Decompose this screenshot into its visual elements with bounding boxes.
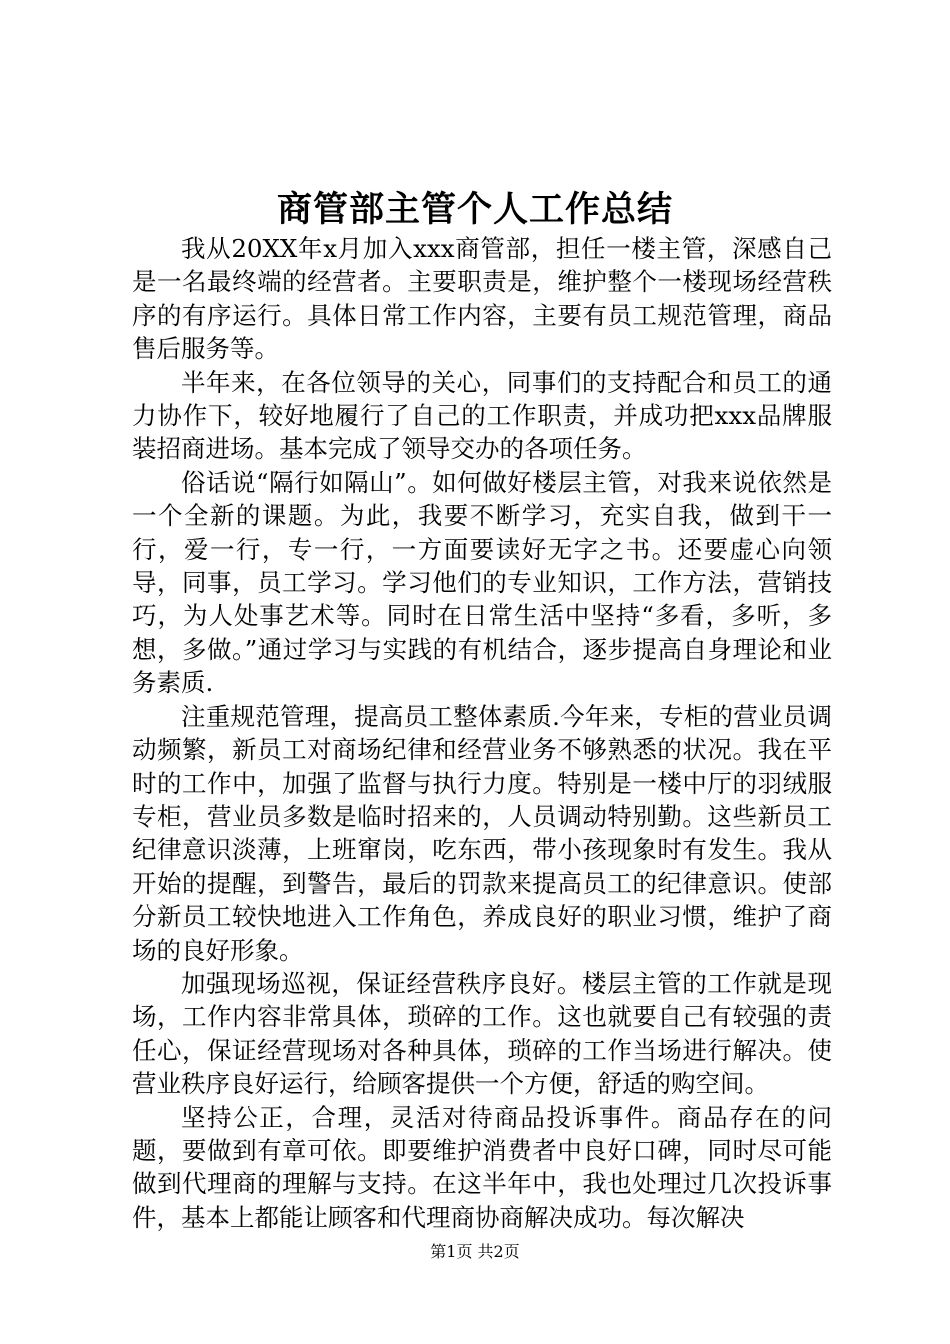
- document-title: 商管部主管个人工作总结: [276, 189, 673, 230]
- paragraph-4: 注重规范管理，提高员工整体素质.今年来，专柜的营业员调动频繁，新员工对商场纪律和经营业务不够熟悉的状况。我在平时的工作中，加强了监督与执行力度。特别是一楼中厅的羽绒服专柜，营业员多数是临时招来的，人员调动特别勤。这些新员工纪律意识淡薄，上班窜岗，吃东西，带小孩现象时有发生。我从开始的提醒，到警告，最后的罚款来提高员工的纪律意识。使部分新员工较快地进入工作角色，养成良好的职业习惯，维护了商场的良好形象。: [132, 701, 832, 965]
- paragraph-3: 俗话说“隔行如隔山”。如何做好楼层主管，对我来说依然是一个全新的课题。为此，我要不断学习，充实自我，做到干一行，爱一行，专一行，一方面要读好无字之书。还要虚心向领导，同事，员工学习。学习他们的专业知识，工作方法，营销技巧，为人处事艺术等。同时在日常生活中坚持“多看，多听，多想，多做。”通过学习与实践的有机结合，逐步提高自身理论和业务素质.: [132, 467, 832, 698]
- paragraph-1: 我从20XX年x月加入xxx商管部，担任一楼主管，深感自己是一名最终端的经营者。主要职责是，维护整个一楼现场经营秩序的有序运行。具体日常工作内容，主要有员工规范管理，商品售后服务等。: [132, 234, 832, 364]
- document-body: [132, 232, 832, 1234]
- paragraph-6: 坚持公正，合理，灵活对待商品投诉事件。商品存在的问题，要做到有章可依。即要维护消费者中良好口碑，同时尽可能做到代理商的理解与支持。在这半年中，我也处理过几次投诉事件，基本上都能让顾客和代理商协商解决成功。每次解决: [132, 1102, 832, 1232]
- paragraph-5: 加强现场巡视，保证经营秩序良好。楼层主管的工作就是现场，工作内容非常具体，琐碎的工作。这也就要自己有较强的责任心，保证经营现场对各种具体，琐碎的工作当场进行解决。使营业秩序良好运行，给顾客提供一个方便，舒适的购空间。: [132, 968, 832, 1099]
- paragraph-2: 半年来，在各位领导的关心，同事们的支持配合和员工的通力协作下，较好地履行了自己的工作职责，并成功把xxx品牌服装招商进场。基本完成了领导交办的各项任务。: [132, 367, 832, 464]
- page-footer: 第1页 共2页: [430, 1242, 520, 1261]
